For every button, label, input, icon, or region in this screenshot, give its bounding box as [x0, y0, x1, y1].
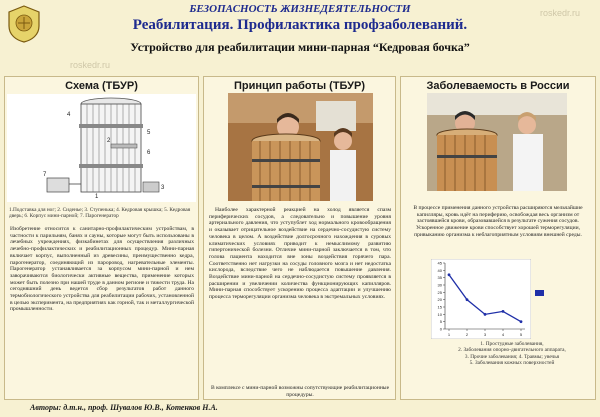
header-discipline: БЕЗОПАСНОСТЬ ЖИЗНЕДЕЯТЕЛЬНОСТИ [189, 3, 411, 15]
watermark: roskedr.ru [540, 8, 581, 18]
svg-text:3: 3 [161, 185, 165, 191]
authors-line: Авторы: д.т.н., проф. Шувалов Ю.В., Котенков Н.А. [30, 403, 218, 412]
morbidity-panel [400, 76, 596, 400]
x-tick-label: 3 [483, 332, 487, 337]
legend-item: 1. Простудные заболевания, [480, 341, 544, 347]
watermark: roskedr.ru [70, 60, 111, 70]
x-tick-label: 4 [501, 332, 505, 337]
data-point [448, 273, 451, 276]
svg-text:2: 2 [107, 138, 111, 144]
y-tick-label: 25 [437, 289, 442, 295]
page-subtitle: Устройство для реабилитации мини-парная “Кедровая бочка” [130, 40, 470, 54]
y-tick-label: 5 [439, 319, 442, 325]
legend-item: 3. Прочие заболевания; 4. Травмы; увечья [464, 353, 560, 360]
chart-legend [431, 341, 593, 367]
data-point [520, 320, 523, 323]
x-tick-label: 5 [519, 332, 523, 337]
principle-title: Принцип работы (ТБУР) [233, 80, 366, 92]
scheme-title: Схема (ТБУР) [65, 80, 138, 92]
principle-panel [203, 76, 396, 400]
x-tick-label: 2 [465, 332, 469, 337]
morbidity-title: Заболеваемость в России [426, 80, 570, 92]
y-tick-label: 10 [437, 311, 442, 317]
morbidity-chart [431, 259, 531, 339]
principle-text: Наиболее характерной реакцией на холод является спазм периферических сосудов, а следовательно и повышение уровня артериального давления, что уступублет ход нормального кровообращения и оказывает отрицательное воздействие на сердечно-сосудистую систему человека в целом. А воздействие долгосрочного нахождения в суровых климатических условиях приводит к немыслимому развитию гипертонической болезни. Отличие мини-парной заключается в том, что голова пациента находится вне зоны воздействия горячего пара. Соответственно нет нагрузки на сосуды головного мозга и нет недостатка кислорода, вследствие чего не наблюдается повышение давления. Воздействие мини-парной на сердечно-сосудистую систему проявляется в расширении и увеличении количества функционирующих капилляров. Мини-парная способствует ускорению процесса адаптации и улучшению процесса терморегуляции организма человека в экстремальных условиях. [209, 207, 391, 301]
data-point [502, 310, 505, 313]
y-tick-label: 30 [437, 282, 442, 288]
principle-note: В комплексе с мини-парной возможны сопутствующие реабилитационные процедуры. [210, 385, 390, 398]
svg-text:5: 5 [147, 130, 151, 136]
y-tick-label: 0 [439, 326, 442, 332]
x-tick-label: 1 [447, 332, 451, 337]
y-tick-label: 40 [437, 267, 442, 273]
svg-text:4: 4 [67, 112, 71, 118]
legend-item: 5. Заболевания кожных поверхностей [469, 360, 555, 367]
scheme-panel [4, 76, 199, 400]
chart-legend-marker [535, 290, 544, 296]
morbidity-text: В процессе применения данного устройства расширяются мельчайшие капилляры, кровь идёт на периферию, освобождая весь организм от застоявшейся крови, образовавшейся в результате сужения сосудов. Ускоренное движение крови способствует хорошей терморегуляции, привыканию организма к неблагоприятным условиям внешней среды. [413, 205, 583, 238]
scheme-drawing [7, 94, 196, 202]
svg-text:7: 7 [43, 172, 47, 178]
chart-background [431, 259, 531, 339]
principle-photo [228, 93, 373, 201]
y-tick-label: 20 [437, 297, 442, 303]
scheme-caption: 1.Подставка для ног; 2. Сиденье; 3. Ступенька; 4. Кедровая крышка; 5. Кедровая дверь; 6. Корпус мини-парной; 7. Парогенератор [9, 207, 191, 220]
svg-text:6: 6 [147, 150, 151, 156]
svg-text:1: 1 [95, 194, 99, 200]
legend-item: 2. Заболевания опорно-двигательного аппарата, [458, 347, 566, 354]
invention-text: Изобретение относится к санитарно-профилактическим устройствам, в частности к парильням, банях и сауны, которые могут быть использованы в лечебных учреждениях, физкабинетах для осуществления различных лечебно-профилактических и реабилитационных процедур. Мини-парная включает корпус, выполненный из древесины, преимущественно кедра, парогенератор, соединяющий из пароровод, нагревательные элементы. Парогенератор устанавливается за корпусом мини-парной и нем заворачиваются биологически активные вещества, применение которых может быть полезно при нашей труде в данном регионе и тяжести труда. На сегодняшний день ведется сбор результатов работ данного термобиологического устройства для реабилитации рабочих, установленной в целью эксперимента, на предприятиях как горной, так и металлургической промышленности. [10, 226, 194, 313]
morbidity-photo [427, 93, 567, 191]
data-point [484, 313, 487, 316]
y-tick-label: 35 [437, 275, 442, 281]
data-point [466, 298, 469, 301]
y-tick-label: 15 [437, 304, 442, 310]
y-tick-label: 45 [437, 260, 442, 266]
page-title: Реабилитация. Профилактика профзаболеваний. [132, 17, 468, 33]
